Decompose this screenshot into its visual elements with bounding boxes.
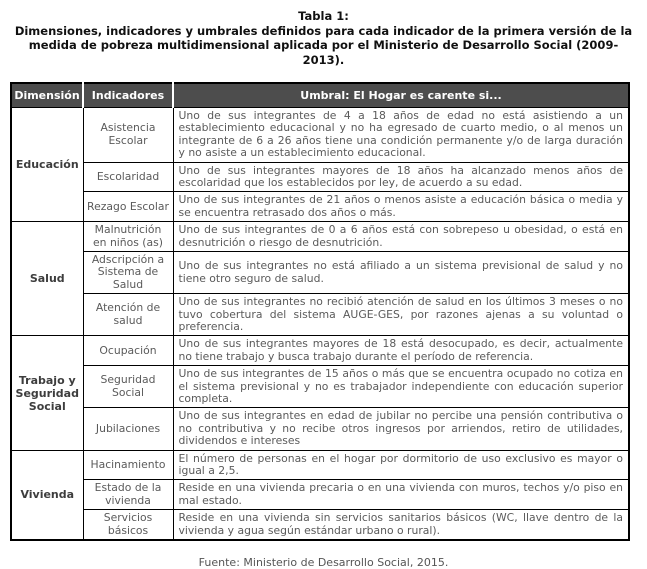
dimension-cell-vivienda: Vivienda [11, 450, 83, 540]
indicator-cell: Servicios básicos [83, 510, 173, 540]
indicator-cell: Rezago Escolar [83, 192, 173, 222]
table-row [11, 251, 629, 293]
source-note: Fuente: Ministerio de Desarrollo Social, 2015. [198, 556, 449, 569]
threshold-cell: Uno de sus integrantes en edad de jubilar no percibe una pensión contributiva o no contributiva y no recibe otros ingresos por arriendos, retiro de utilidades, dividendos e intereses [173, 408, 629, 450]
table-row [11, 366, 629, 408]
table-caption: Dimensiones, indicadores y umbrales definidos para cada indicador de la primera versión de la medida de pobreza multidimensional aplicada por el Ministerio de Desarrollo Social (2009-2013). [14, 23, 633, 68]
indicator-cell: Estado de la vivienda [83, 480, 173, 510]
indicator-cell: Atención de salud [83, 294, 173, 336]
threshold-cell: Uno de sus integrantes de 21 años o menos asiste a educación básica o media y se encuentra retrasado dos años o más. [173, 192, 629, 222]
table-row [11, 408, 629, 450]
table-row [11, 294, 629, 336]
indicator-cell: Hacinamiento [83, 450, 173, 480]
threshold-cell: Uno de sus integrantes mayores de 18 años ha alcanzado menos años de escolaridad que los establecidos por ley, de acuerdo a su edad. [173, 162, 629, 192]
header-row [11, 83, 629, 108]
indicator-cell: Escolaridad [83, 162, 173, 192]
indicator-cell: Asistencia Escolar [83, 107, 173, 162]
table-row [11, 222, 629, 252]
table-row [11, 162, 629, 192]
threshold-cell: Uno de sus integrantes no recibió atención de salud en los últimos 3 meses o no tuvo cobertura del sistema AUGE-GES, por razones ajenas a su voluntad o preferencia. [173, 294, 629, 336]
table-row [11, 510, 629, 540]
threshold-cell: Reside en una vivienda sin servicios sanitarios básicos (WC, llave dentro de la vivienda y agua según estándar urbano o rural). [173, 510, 629, 540]
indicator-cell: Jubilaciones [83, 408, 173, 450]
table-row [11, 107, 629, 162]
table-row [11, 192, 629, 222]
table-row [11, 480, 629, 510]
table-row [11, 336, 629, 366]
header-indicators: Indicadores [83, 83, 173, 108]
threshold-cell: Uno de sus integrantes no está afiliado a un sistema previsional de salud y no tiene otro seguro de salud. [173, 251, 629, 293]
dimension-cell-salud: Salud [11, 222, 83, 336]
dimension-cell-educacion: Educación [11, 107, 83, 221]
threshold-cell: Uno de sus integrantes mayores de 18 está desocupado, es decir, actualmente no tiene trabajo y busca trabajo durante el período de referencia. [173, 336, 629, 366]
threshold-cell: Uno de sus integrantes de 0 a 6 años está con sobrepeso u obesidad, o está en desnutrición o riesgo de desnutrición. [173, 222, 629, 252]
indicator-cell: Malnutrición en niños (as) [83, 222, 173, 252]
header-threshold: Umbral: El Hogar es carente si... [173, 83, 629, 108]
table-row [11, 450, 629, 480]
indicator-cell: Seguridad Social [83, 366, 173, 408]
table-number: Tabla 1: [298, 9, 349, 23]
poverty-indicators-table [10, 82, 630, 541]
indicator-cell: Ocupación [83, 336, 173, 366]
threshold-cell: Uno de sus integrantes de 15 años o más que se encuentra ocupado no cotiza en el sistema previsional y no es trabajador independiente con educación superior completa. [173, 366, 629, 408]
table-title [14, 9, 634, 68]
dimension-cell-trabajo: Trabajo y Seguridad Social [11, 336, 83, 450]
threshold-cell: Reside en una vivienda precaria o en una vivienda con muros, techos y/o piso en mal estado. [173, 480, 629, 510]
threshold-cell: Uno de sus integrantes de 4 a 18 años de edad no está asistiendo a un establecimiento educacional y no ha egresado de cuarto medio, o al menos un integrante de 6 a 26 años tiene una condición permanente y/o de larga duración y no asiste a un establecimiento educacional. [173, 107, 629, 162]
header-dimension: Dimensión [11, 83, 83, 108]
indicator-cell: Adscripción a Sistema de Salud [83, 251, 173, 293]
threshold-cell: El número de personas en el hogar por dormitorio de uso exclusivo es mayor o igual a 2,5. [173, 450, 629, 480]
